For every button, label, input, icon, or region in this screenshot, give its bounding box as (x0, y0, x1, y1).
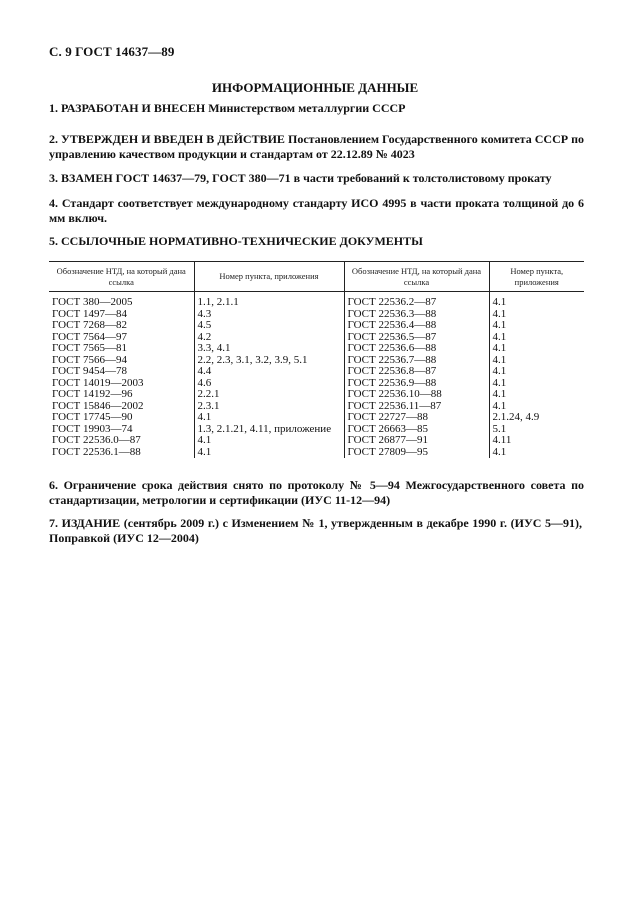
clause-number-cell: 2.2.1 (194, 389, 344, 401)
item-text: в части требований к толстолистовому прокату (293, 171, 552, 185)
column-header-clause: Номер пункта, приложения (489, 262, 584, 292)
item-lead: ВЗАМЕН ГОСТ 14637—79, ГОСТ 380—71 (61, 171, 291, 185)
clause-number-cell: 2.1.24, 4.9 (489, 412, 584, 424)
info-item-1 (49, 101, 584, 116)
ntd-designation-cell: ГОСТ 22536.8—87 (344, 366, 489, 378)
ntd-designation-cell: ГОСТ 380—2005 (52, 296, 133, 308)
ntd-designation-cell: ГОСТ 26877—91 (344, 435, 489, 447)
column-header-clause: Номер пункта, приложения (194, 262, 344, 292)
table-row (49, 366, 584, 378)
ntd-designation-cell: ГОСТ 19903—74 (52, 423, 133, 435)
item-text: (сентябрь 2009 г.) с Изменением № 1, утвержденным в декабре 1990 г. (ИУС 5—91), Поправкой (ИУС 12—2004) (49, 516, 583, 545)
clause-number-cell: 4.1 (489, 378, 584, 390)
table-row (49, 389, 584, 401)
ntd-designation-cell: ГОСТ 22536.0—87 (52, 435, 141, 446)
table-row (49, 355, 584, 367)
ntd-designation-cell: ГОСТ 22536.7—88 (344, 355, 489, 367)
table-row (49, 412, 584, 424)
clause-number-cell: 4.1 (489, 332, 584, 344)
item-number: 6. (49, 478, 58, 492)
ntd-designation-cell: ГОСТ 1497—84 (52, 308, 127, 320)
item-lead: ССЫЛОЧНЫЕ НОРМАТИВНО-ТЕХНИЧЕСКИЕ ДОКУМЕНТЫ (61, 234, 423, 248)
ntd-references-table (49, 261, 584, 458)
clause-number-cell: 1.3, 2.1.21, 4.11, приложение (194, 424, 344, 436)
ntd-designation-cell: ГОСТ 27809—95 (344, 447, 489, 459)
table-row (49, 332, 584, 344)
ntd-designation-cell: ГОСТ 22536.4—88 (344, 320, 489, 332)
item-number: 3. (49, 171, 58, 185)
table-row (49, 424, 584, 436)
info-item-3 (49, 171, 584, 186)
clause-number-cell: 4.1 (489, 292, 584, 309)
page-header: С. 9 ГОСТ 14637—89 (49, 44, 175, 59)
ntd-designation-cell: ГОСТ 22536.10—88 (344, 389, 489, 401)
ntd-designation-cell: ГОСТ 14019—2003 (52, 377, 144, 389)
ntd-designation-cell: ГОСТ 22536.11—87 (344, 401, 489, 413)
ntd-designation-cell: ГОСТ 22536.6—88 (344, 343, 489, 355)
table-row (49, 378, 584, 390)
item-text: Стандарт соответствует международному стандарту ИСО 4995 в части проката толщиной до 6 мм включ. (49, 196, 584, 225)
ntd-designation-cell: ГОСТ 22536.3—88 (344, 309, 489, 321)
clause-number-cell: 2.3.1 (194, 401, 344, 413)
clause-number-cell: 4.5 (194, 320, 344, 332)
table-row (49, 292, 584, 309)
clause-number-cell: 4.1 (489, 447, 584, 459)
table-row (49, 435, 584, 447)
item-number: 5. (49, 234, 58, 248)
ntd-designation-cell: ГОСТ 7268—82 (52, 320, 127, 331)
table-row (49, 447, 584, 459)
clause-number-cell: 2.2, 2.3, 3.1, 3.2, 3.9, 5.1 (194, 355, 344, 367)
column-header-ntd: Обозначение НТД, на который дана ссылка (49, 262, 194, 292)
clause-number-cell: 1.1, 2.1.1 (194, 292, 344, 309)
table-row (49, 343, 584, 355)
ntd-designation-cell: ГОСТ 9454—78 (52, 366, 127, 377)
item-text: Министерством металлургии СССР (208, 101, 406, 115)
ntd-designation-cell: ГОСТ 22536.1—88 (52, 446, 141, 458)
item-lead: ИЗДАНИЕ (61, 516, 121, 530)
item-lead: РАЗРАБОТАН И ВНЕСЕН (61, 101, 206, 115)
ntd-designation-cell: ГОСТ 22727—88 (344, 412, 489, 424)
clause-number-cell: 4.3 (194, 309, 344, 321)
clause-number-cell: 4.1 (489, 366, 584, 378)
page-title: ИНФОРМАЦИОННЫЕ ДАННЫЕ (211, 80, 419, 95)
ntd-designation-cell: ГОСТ 22536.5—87 (344, 332, 489, 344)
clause-number-cell: 4.11 (489, 435, 584, 447)
ntd-designation-cell: ГОСТ 7566—94 (52, 354, 127, 366)
clause-number-cell: 4.1 (194, 447, 344, 459)
item-text: Ограничение срока действия снято по протоколу № 5—94 Межгосударственного совета по стандартизации, метрологии и сертификации (ИУС 11-12—94) (49, 478, 584, 507)
table-row (49, 320, 584, 332)
clause-number-cell: 4.1 (194, 435, 344, 447)
clause-number-cell: 4.1 (489, 401, 584, 413)
item-text: Постановлением Государственного комитета СССР по управлению качеством продукции и стандартам от 22.12.89 № 4023 (49, 132, 585, 161)
table-body (49, 292, 584, 459)
table-row (49, 309, 584, 321)
item-number: 7. (49, 516, 58, 530)
clause-number-cell: 4.1 (489, 343, 584, 355)
clause-number-cell: 4.1 (489, 389, 584, 401)
clause-number-cell: 4.6 (194, 378, 344, 390)
clause-number-cell: 4.4 (194, 366, 344, 378)
clause-number-cell: 4.2 (194, 332, 344, 344)
item-number: 2. (49, 132, 58, 146)
table-row (49, 401, 584, 413)
info-item-6 (49, 478, 584, 508)
item-number: 1. (49, 101, 58, 115)
info-item-7 (49, 516, 582, 546)
clause-number-cell: 5.1 (489, 424, 584, 436)
clause-number-cell: 3.3, 4.1 (194, 343, 344, 355)
info-item-2 (49, 132, 584, 162)
ntd-designation-cell: ГОСТ 26663—85 (344, 424, 489, 436)
info-item-4 (49, 196, 584, 226)
ntd-designation-cell: ГОСТ 7565—81 (52, 343, 127, 354)
clause-number-cell: 4.1 (489, 309, 584, 321)
ntd-designation-cell: ГОСТ 7564—97 (52, 331, 127, 343)
column-header-ntd: Обозначение НТД, на который дана ссылка (344, 262, 489, 292)
ntd-designation-cell: ГОСТ 22536.2—87 (344, 292, 489, 309)
clause-number-cell: 4.1 (489, 320, 584, 332)
ntd-designation-cell: ГОСТ 15846—2002 (52, 400, 144, 412)
clause-number-cell: 4.1 (194, 412, 344, 424)
ntd-designation-cell: ГОСТ 22536.9—88 (344, 378, 489, 390)
ntd-designation-cell: ГОСТ 14192—96 (52, 389, 133, 400)
table-header-row (49, 262, 584, 292)
ntd-designation-cell: ГОСТ 17745—90 (52, 412, 133, 423)
item-lead: УТВЕРЖДЕН И ВВЕДЕН В ДЕЙСТВИЕ (61, 132, 285, 146)
clause-number-cell: 4.1 (489, 355, 584, 367)
item-number: 4. (49, 196, 58, 210)
info-item-5 (49, 234, 584, 249)
